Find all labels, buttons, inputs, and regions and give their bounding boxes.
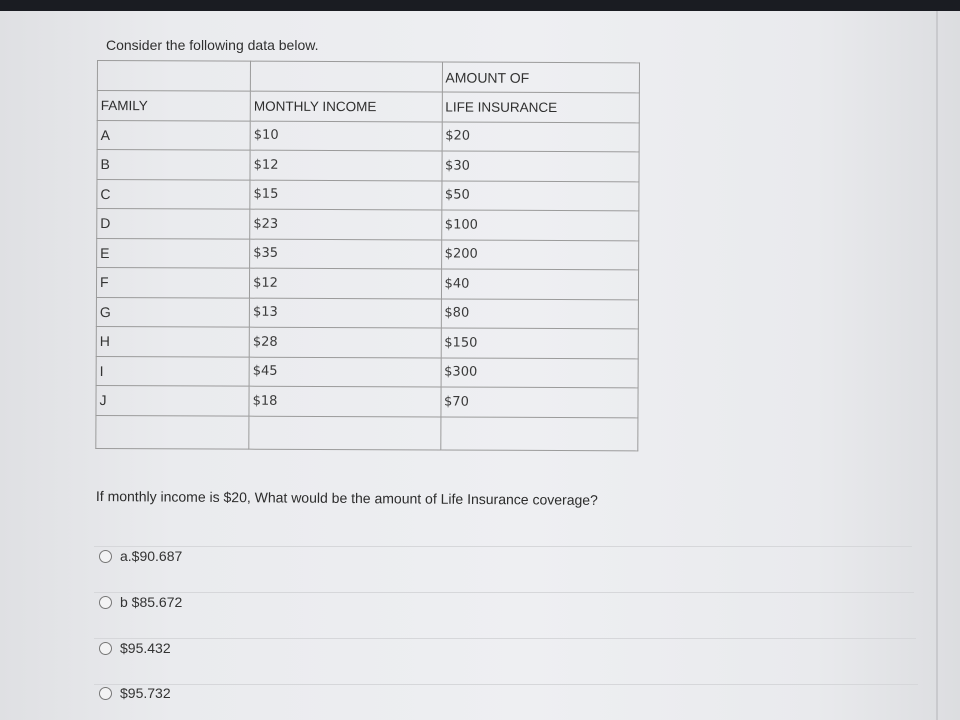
header-cell bbox=[250, 61, 442, 92]
income-cell: $18 bbox=[249, 386, 441, 416]
family-cell: J bbox=[96, 385, 249, 415]
insurance-cell: $40 bbox=[441, 269, 639, 299]
table-row bbox=[97, 238, 639, 270]
top-bar bbox=[0, 0, 960, 11]
insurance-cell: $300 bbox=[441, 358, 639, 388]
divider bbox=[94, 638, 916, 639]
answer-option-c[interactable] bbox=[99, 640, 171, 656]
question-text: If monthly income is $20, What would be the amount of Life Insurance coverage? bbox=[95, 488, 598, 508]
family-cell: C bbox=[97, 179, 250, 209]
answer-option-label: $95.432 bbox=[120, 640, 171, 656]
family-cell: H bbox=[96, 326, 249, 356]
family-cell: I bbox=[96, 356, 249, 386]
income-cell: $23 bbox=[250, 209, 442, 239]
income-cell: $12 bbox=[250, 150, 442, 180]
table-cell bbox=[249, 416, 441, 450]
insurance-cell: $80 bbox=[441, 299, 639, 329]
data-table bbox=[95, 60, 640, 451]
family-cell: B bbox=[97, 150, 250, 180]
answer-option-label: b $85.672 bbox=[120, 594, 183, 610]
insurance-cell: $200 bbox=[441, 240, 639, 270]
insurance-cell: $30 bbox=[442, 151, 640, 181]
table-row bbox=[96, 268, 638, 300]
income-cell: $45 bbox=[249, 357, 441, 387]
table-header-row bbox=[97, 91, 639, 123]
table-row bbox=[96, 385, 638, 417]
header-cell-amount-of: AMOUNT OF bbox=[442, 62, 640, 93]
answer-option-a[interactable] bbox=[99, 548, 182, 564]
table-row bbox=[96, 356, 638, 388]
insurance-cell: $150 bbox=[441, 328, 639, 358]
answer-option-d[interactable] bbox=[99, 685, 171, 701]
radio-button[interactable] bbox=[99, 596, 112, 609]
radio-button[interactable] bbox=[99, 687, 112, 700]
table-cell bbox=[96, 415, 249, 449]
header-life-insurance: LIFE INSURANCE bbox=[442, 92, 640, 122]
insurance-cell: $70 bbox=[440, 387, 638, 417]
family-cell: F bbox=[96, 268, 249, 298]
table-row bbox=[96, 297, 638, 329]
intro-text: Consider the following data below. bbox=[106, 37, 319, 53]
table-row bbox=[96, 326, 638, 358]
income-cell: $35 bbox=[250, 239, 442, 269]
table-header-row-top bbox=[97, 61, 639, 93]
income-cell: $15 bbox=[250, 180, 442, 210]
family-cell: A bbox=[97, 120, 250, 150]
table-row bbox=[97, 120, 639, 152]
header-cell bbox=[97, 61, 250, 92]
page-edge bbox=[936, 11, 938, 720]
insurance-cell: $20 bbox=[442, 122, 640, 152]
family-cell: D bbox=[97, 209, 250, 239]
divider bbox=[94, 592, 914, 593]
income-cell: $13 bbox=[249, 298, 441, 328]
income-cell: $12 bbox=[250, 268, 442, 298]
insurance-cell: $50 bbox=[441, 181, 639, 211]
insurance-cell: $100 bbox=[441, 210, 639, 240]
table-cell bbox=[440, 417, 638, 451]
table-row-empty bbox=[96, 415, 638, 450]
radio-button[interactable] bbox=[99, 550, 112, 563]
income-cell: $28 bbox=[249, 327, 441, 357]
table-row bbox=[97, 209, 639, 241]
family-cell: G bbox=[96, 297, 249, 327]
header-family: FAMILY bbox=[97, 91, 250, 121]
divider bbox=[94, 546, 912, 547]
radio-button[interactable] bbox=[99, 642, 112, 655]
family-cell: E bbox=[97, 238, 250, 268]
answer-option-label: a.$90.687 bbox=[120, 548, 183, 564]
divider bbox=[94, 684, 918, 685]
income-cell: $10 bbox=[250, 121, 442, 151]
answer-option-label: $95.732 bbox=[120, 685, 171, 701]
table-row bbox=[97, 150, 639, 182]
answer-option-b[interactable] bbox=[99, 594, 182, 610]
table-row bbox=[97, 179, 639, 211]
header-monthly-income: MONTHLY INCOME bbox=[250, 91, 442, 121]
